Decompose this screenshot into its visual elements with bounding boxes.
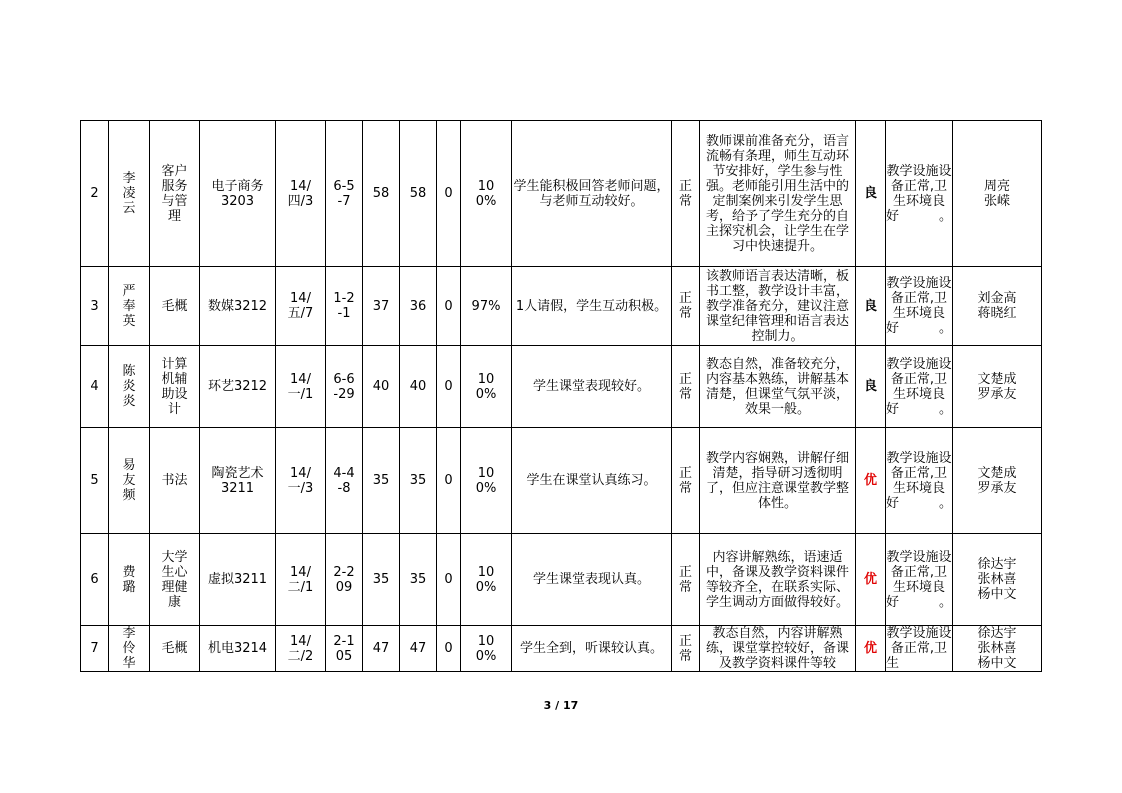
location-code-cell (326, 626, 363, 672)
class-name-cell: 陶瓷艺术3211 (200, 428, 276, 534)
table-row (81, 626, 1042, 672)
page-number: 3 / 17 (543, 699, 579, 712)
week-day-period-cell (276, 267, 326, 346)
table-row (81, 346, 1042, 428)
teacher-name-cell (109, 428, 150, 534)
period-text: 6-5-7 (333, 178, 355, 209)
facility-condition-cell: 教学设施设备正常,卫生环境良好。 (886, 428, 953, 534)
week-day-period-cell (276, 346, 326, 428)
order-text: 正常 (678, 465, 692, 496)
absent-count-cell: 0 (437, 626, 461, 672)
week-day-period-cell (276, 121, 326, 267)
location-code-cell (326, 428, 363, 534)
absent-count-cell: 0 (437, 346, 461, 428)
student-status-cell: 学生课堂表现较好。 (512, 346, 672, 428)
class-name-cell: 机电3214 (200, 626, 276, 672)
teacher-name-cell (109, 121, 150, 267)
inspectors-cell: 徐达宇 张林喜 杨中文 (953, 626, 1042, 672)
inspectors-cell: 文楚成 罗承友 (953, 428, 1042, 534)
actual-count-cell: 40 (400, 346, 437, 428)
evaluation-comment-cell: 内容讲解熟练，语速适中，备课及教学资料课件等较齐全，在联系实际、学生调动方面做得较好。 (700, 534, 856, 626)
rate-text: 100% (475, 371, 497, 402)
course-text: 计算机辅助设计 (161, 356, 188, 417)
attendance-rate-cell (461, 626, 512, 672)
week-day-period-cell (276, 428, 326, 534)
rate-text: 100% (475, 564, 497, 595)
teacher-name-cell (109, 626, 150, 672)
attendance-rate-cell (461, 534, 512, 626)
course-name-cell (150, 534, 200, 626)
week-day-period-cell (276, 626, 326, 672)
course-name-cell (150, 267, 200, 346)
grade-cell: 良 (856, 267, 886, 346)
rate-text: 100% (475, 178, 497, 209)
week-text: 14/二/2 (287, 633, 314, 664)
period-text: 2-209 (333, 564, 355, 595)
evaluation-comment-cell: 教师课前准备充分，语言流畅有条理，师生互动环节安排好，学生参与性强。老师能引用生活中的定制案例来引发学生思考，给予了学生充分的自主探究机会，让学生在学习中快速提升。 (700, 121, 856, 267)
grade-cell: 良 (856, 121, 886, 267)
student-status-cell: 学生能积极回答老师问题，与老师互动较好。 (512, 121, 672, 267)
table-row (81, 121, 1042, 267)
location-code-cell (326, 267, 363, 346)
order-status-cell (672, 121, 700, 267)
row-number-cell: 6 (81, 534, 109, 626)
actual-count-cell: 35 (400, 534, 437, 626)
teacher-text: 严奉英 (122, 283, 136, 329)
class-name-cell: 环艺3212 (200, 346, 276, 428)
teacher-text: 费璐 (122, 564, 136, 595)
student-status-cell: 1人请假，学生互动积极。 (512, 267, 672, 346)
evaluation-comment-cell: 教学内容娴熟，讲解仔细清楚，指导研习透彻明了，但应注意课堂教学整体性。 (700, 428, 856, 534)
grade-cell: 良 (856, 346, 886, 428)
attendance-rate-cell (461, 428, 512, 534)
week-text: 14/二/1 (287, 564, 314, 595)
inspectors-cell: 徐达宇 张林喜 杨中文 (953, 534, 1042, 626)
evaluation-comment-cell: 教态自然，准备较充分，内容基本熟练，讲解基本清楚，但课堂气氛平淡，效果一般。 (700, 346, 856, 428)
location-code-cell (326, 534, 363, 626)
actual-count-cell: 47 (400, 626, 437, 672)
expected-count-cell: 35 (363, 534, 400, 626)
course-name-cell (150, 121, 200, 267)
week-text: 14/四/3 (287, 178, 314, 209)
facility-condition-cell: 教学设施设备正常,卫生 (886, 626, 952, 671)
row-number-cell: 5 (81, 428, 109, 534)
row-number-cell: 7 (81, 626, 109, 672)
teacher-name-cell (109, 534, 150, 626)
grade-cell: 优 (856, 428, 886, 534)
inspection-table (80, 120, 1042, 672)
absent-count-cell: 0 (437, 428, 461, 534)
teacher-text: 李伶华 (122, 626, 136, 671)
attendance-rate-cell (461, 121, 512, 267)
expected-count-cell: 47 (363, 626, 400, 672)
order-text: 正常 (678, 178, 692, 209)
attendance-rate-cell (461, 346, 512, 428)
order-status-cell (672, 428, 700, 534)
class-name-cell: 虚拟3211 (200, 534, 276, 626)
teacher-text: 易友频 (122, 458, 136, 503)
course-text: 客户服务与管理 (161, 163, 188, 224)
order-text: 正常 (678, 291, 692, 321)
student-status-cell: 学生课堂表现认真。 (512, 534, 672, 626)
period-text: 2-105 (333, 633, 355, 664)
period-text: 4-4-8 (333, 465, 355, 496)
location-code-cell (326, 121, 363, 267)
order-status-cell (672, 267, 700, 346)
course-text: 大学生心理健康 (161, 549, 188, 610)
table-row (81, 428, 1042, 534)
row-number-cell: 2 (81, 121, 109, 267)
expected-count-cell: 35 (363, 428, 400, 534)
order-status-cell (672, 534, 700, 626)
facility-condition-cell: 教学设施设备正常,卫生环境良好。 (886, 121, 953, 267)
expected-count-cell: 58 (363, 121, 400, 267)
class-name-cell: 数媒3212 (200, 267, 276, 346)
order-status-cell (672, 346, 700, 428)
rate-text: 97% (471, 298, 501, 314)
course-name-cell (150, 626, 200, 672)
inspectors-cell: 刘金高 蒋晓红 (953, 267, 1042, 346)
teacher-name-cell (109, 267, 150, 346)
row-number-cell: 3 (81, 267, 109, 346)
teacher-name-cell (109, 346, 150, 428)
course-text: 书法 (161, 473, 188, 488)
teacher-text: 陈炎炎 (122, 364, 136, 409)
evaluation-comment-cell: 教态自然，内容讲解熟练，课堂掌控较好，备课及教学资料课件等较 (700, 626, 856, 672)
table-row (81, 534, 1042, 626)
teacher-text: 李凌云 (122, 171, 136, 216)
student-status-cell: 学生全到，听课较认真。 (512, 626, 672, 672)
evaluation-comment-cell: 该教师语言表达清晰，板书工整，教学设计丰富，教学准备充分，建议注意课堂纪律管理和语言表达控制力。 (700, 267, 856, 346)
course-name-cell (150, 346, 200, 428)
week-day-period-cell (276, 534, 326, 626)
course-text: 毛概 (161, 641, 188, 656)
class-name-cell: 电子商务3203 (200, 121, 276, 267)
week-text: 14/五/7 (287, 291, 314, 321)
course-text: 毛概 (161, 298, 188, 314)
expected-count-cell: 40 (363, 346, 400, 428)
absent-count-cell: 0 (437, 534, 461, 626)
absent-count-cell: 0 (437, 121, 461, 267)
location-code-cell (326, 346, 363, 428)
order-status-cell (672, 626, 700, 672)
facility-condition-cell: 教学设施设备正常,卫生环境良好。 (886, 267, 953, 346)
table-body (81, 121, 1042, 672)
order-text: 正常 (678, 564, 692, 595)
actual-count-cell: 35 (400, 428, 437, 534)
facility-condition-cell: 教学设施设备正常,卫生环境良好。 (886, 534, 953, 626)
facility-condition-cell: 教学设施设备正常,卫生环境良好。 (886, 346, 953, 428)
attendance-rate-cell (461, 267, 512, 346)
week-text: 14/一/1 (287, 371, 314, 402)
rate-text: 100% (475, 465, 497, 496)
rate-text: 100% (475, 633, 497, 664)
absent-count-cell: 0 (437, 267, 461, 346)
period-text: 6-6-29 (333, 371, 355, 402)
grade-cell: 优 (856, 626, 886, 672)
period-text: 1-2-1 (333, 291, 355, 321)
inspectors-cell: 文楚成 罗承友 (953, 346, 1042, 428)
grade-cell: 优 (856, 534, 886, 626)
order-text: 正常 (678, 371, 692, 402)
order-text: 正常 (678, 633, 692, 664)
student-status-cell: 学生在课堂认真练习。 (512, 428, 672, 534)
week-text: 14/一/3 (287, 465, 314, 496)
course-name-cell (150, 428, 200, 534)
table-row (81, 267, 1042, 346)
inspectors-cell: 周亮 张嵘 (953, 121, 1042, 267)
actual-count-cell: 36 (400, 267, 437, 346)
actual-count-cell: 58 (400, 121, 437, 267)
row-number-cell: 4 (81, 346, 109, 428)
expected-count-cell: 37 (363, 267, 400, 346)
